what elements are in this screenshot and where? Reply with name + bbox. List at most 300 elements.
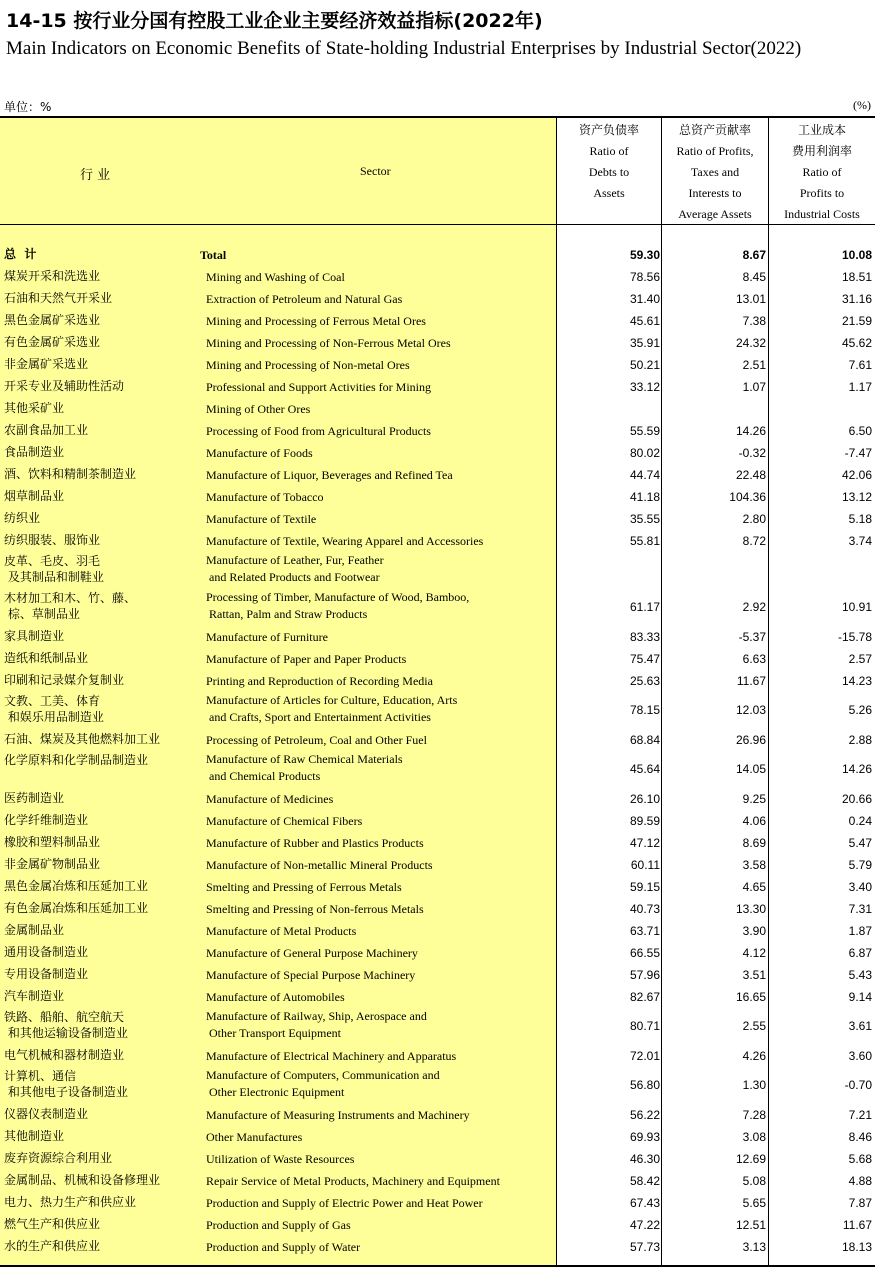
industry-cn-line: 纺织服装、服饰业: [4, 533, 101, 547]
industry-cn: [4, 693, 104, 725]
header-sector: Sector: [360, 164, 391, 178]
table-row: [0, 353, 875, 375]
assets-contribution-value: 3.13: [742, 1240, 766, 1254]
table-row: [0, 669, 875, 691]
industry-cn-line: 烟草制品业: [4, 489, 65, 503]
assets-contribution-value: 12.69: [735, 1152, 766, 1166]
header-divider: [661, 118, 662, 224]
industry-cn: [4, 967, 88, 981]
table-row: [0, 691, 875, 728]
table-row: [0, 463, 875, 485]
unit-label: 单位：%: [4, 100, 52, 114]
industry-cn: [4, 1217, 100, 1231]
assets-contribution-value: 8.67: [742, 248, 766, 262]
cost-profit-value: 11.67: [842, 1218, 872, 1232]
sector-en-line: Production and Supply of Electric Power and Heat Power: [206, 1196, 483, 1210]
industry-cn: [4, 923, 64, 937]
table-row: [0, 507, 875, 529]
assets-contribution-value: 14.05: [735, 762, 766, 776]
industry-cn-line: 燃气生产和供应业: [4, 1217, 101, 1231]
table-row: [0, 919, 875, 941]
table-row: [0, 588, 875, 625]
industry-cn: [4, 673, 124, 687]
sector-en-line: Manufacture of Rubber and Plastics Products: [206, 836, 424, 850]
table-row: [0, 1044, 875, 1066]
industry-cn: [4, 511, 40, 525]
sector-en-line: and Chemical Products: [206, 769, 321, 783]
sector-en: [206, 379, 431, 396]
industry-cn: [4, 335, 100, 349]
sector-en: [206, 813, 362, 830]
sector-en: [206, 401, 310, 418]
debt-ratio-value: 83.33: [629, 630, 660, 644]
cost-profit-value: 4.88: [848, 1174, 872, 1188]
sector-en-line: Rattan, Palm and Straw Products: [206, 607, 368, 621]
sector-en-line: Manufacture of Tobacco: [206, 490, 324, 504]
assets-contribution-value: 22.48: [735, 468, 766, 482]
debt-ratio-value: 55.59: [629, 424, 660, 438]
table-bottom-rule: [0, 1265, 875, 1267]
assets-contribution-value: 2.55: [742, 1019, 766, 1033]
debt-ratio-value: 82.67: [629, 990, 660, 1004]
debt-ratio-value: 75.47: [629, 652, 660, 666]
sector-en-line: Total: [200, 248, 227, 262]
table-row: [0, 331, 875, 353]
industry-cn: [4, 629, 64, 643]
assets-contribution-value: 4.65: [742, 880, 766, 894]
sector-en-line: Manufacture of Foods: [206, 446, 313, 460]
debt-ratio-value: 63.71: [629, 924, 660, 938]
header-line: Profits to: [799, 186, 845, 200]
industry-cn-line: 电力、热力生产和供应业: [4, 1195, 137, 1209]
sector-en-line: Other Manufactures: [206, 1130, 303, 1144]
industry-cn-line: 开采专业及辅助性活动: [4, 379, 125, 393]
sector-en-line: Other Transport Equipment: [206, 1026, 341, 1040]
table-row: [0, 1007, 875, 1044]
sector-en: [206, 1239, 360, 1256]
sector-en: [206, 967, 415, 984]
cost-profit-value: -0.70: [844, 1078, 872, 1092]
table-row: [0, 1066, 875, 1103]
debt-ratio-value: 35.91: [629, 336, 660, 350]
sector-en-line: Manufacture of Computers, Communication and: [206, 1068, 440, 1082]
sector-en-line: and Related Products and Footwear: [206, 570, 380, 584]
industry-cn: [4, 732, 160, 746]
cost-profit-value: 20.66: [841, 792, 872, 806]
debt-ratio-value: 25.63: [629, 674, 660, 688]
industry-cn-line: 医药制造业: [4, 791, 65, 805]
header-line: Interests to: [688, 186, 742, 200]
assets-contribution-value: 1.07: [742, 380, 766, 394]
industry-cn: [4, 269, 100, 283]
table-row: [0, 1169, 875, 1191]
assets-contribution-value: -5.37: [738, 630, 766, 644]
sector-en: [206, 1107, 470, 1124]
cost-profit-value: -15.78: [837, 630, 872, 644]
table-row: [0, 1125, 875, 1147]
sector-en-line: Utilization of Waste Resources: [206, 1152, 355, 1166]
sector-en: [206, 1067, 440, 1101]
cost-profit-value: 18.51: [841, 270, 872, 284]
cost-profit-value: 5.18: [848, 512, 872, 526]
industry-cn: [4, 291, 112, 305]
industry-cn-line: 有色金属矿采选业: [4, 335, 101, 349]
cost-profit-value: 14.23: [841, 674, 872, 688]
table-row: [0, 419, 875, 441]
header-assets-contribution: [662, 118, 768, 224]
sector-en: [206, 1195, 483, 1212]
sector-en-line: Production and Supply of Water: [206, 1240, 361, 1254]
debt-ratio-value: 45.61: [629, 314, 660, 328]
industry-cn-line: 专用设备制造业: [4, 967, 89, 981]
cost-profit-value: 8.46: [848, 1130, 872, 1144]
sector-en: [206, 989, 345, 1006]
cost-profit-value: -7.47: [844, 446, 872, 460]
industry-cn: [4, 553, 104, 585]
sector-en-line: Other Electronic Equipment: [206, 1085, 345, 1099]
debt-ratio-value: 47.22: [629, 1218, 660, 1232]
table-row: [0, 551, 875, 588]
cost-profit-value: 45.62: [841, 336, 872, 350]
industry-cn-line: 文教、工美、体育: [4, 694, 101, 708]
industry-cn: [4, 1173, 160, 1187]
table-row: [0, 1103, 875, 1125]
industry-cn: [4, 357, 88, 371]
industry-cn: [4, 423, 88, 437]
sector-en-line: Extraction of Petroleum and Natural Gas: [206, 292, 403, 306]
industry-cn-line: 其他采矿业: [4, 401, 65, 415]
cost-profit-value: 5.79: [848, 858, 872, 872]
industry-cn-line: 和娱乐用品制造业: [4, 710, 104, 724]
industry-cn-line: 电气机械和器材制造业: [4, 1048, 125, 1062]
debt-ratio-value: 80.02: [629, 446, 660, 460]
assets-contribution-value: 16.65: [735, 990, 766, 1004]
industry-cn-line: 印刷和记录媒介复制业: [4, 673, 125, 687]
header-line: Ratio of: [589, 144, 629, 158]
sector-en-line: Manufacture of Measuring Instruments and Machinery: [206, 1108, 470, 1122]
sector-en-line: Manufacture of Liquor, Beverages and Refined Tea: [206, 468, 453, 482]
sector-en-line: Smelting and Pressing of Ferrous Metals: [206, 880, 402, 894]
industry-cn-line: 家具制造业: [4, 629, 65, 643]
header-line: 工业成本: [797, 123, 846, 137]
header-cost-profit: [769, 118, 875, 224]
sector-en: [206, 313, 426, 330]
sector-en: [206, 423, 431, 440]
assets-contribution-value: 2.92: [742, 600, 766, 614]
debt-ratio-value: 89.59: [629, 814, 660, 828]
sector-en-line: Manufacture of Chemical Fibers: [206, 814, 363, 828]
sector-en: [206, 901, 424, 918]
cost-profit-value: 10.91: [841, 600, 872, 614]
debt-ratio-value: 57.96: [629, 968, 660, 982]
industry-cn: [4, 651, 88, 665]
sector-en-line: Manufacture of Textile, Wearing Apparel and Accessories: [206, 534, 484, 548]
sector-en: [206, 489, 324, 506]
sector-en-line: Manufacture of Articles for Culture, Education, Arts: [206, 693, 458, 707]
industry-cn-line: 总 计: [4, 247, 37, 261]
sector-en: [206, 651, 406, 668]
sector-en-line: Processing of Timber, Manufacture of Wood, Bamboo,: [206, 590, 470, 604]
industry-cn-line: 铁路、船舶、航空航天: [4, 1010, 125, 1024]
table-row: [0, 265, 875, 287]
assets-contribution-value: 6.63: [742, 652, 766, 666]
cost-profit-value: 3.61: [848, 1019, 872, 1033]
industry-cn-line: 金属制品业: [4, 923, 65, 937]
cost-profit-value: 7.87: [848, 1196, 872, 1210]
debt-ratio-value: 72.01: [629, 1049, 660, 1063]
table-row: [0, 287, 875, 309]
sector-en-line: Smelting and Pressing of Non-ferrous Metals: [206, 902, 424, 916]
assets-contribution-value: 26.96: [735, 733, 766, 747]
industry-cn: [4, 857, 100, 871]
sector-en-line: Manufacture of Special Purpose Machinery: [206, 968, 416, 982]
industry-cn-line: 通用设备制造业: [4, 945, 89, 959]
cost-profit-value: 0.24: [848, 814, 872, 828]
sector-en: [206, 1008, 427, 1042]
table-row: [0, 485, 875, 507]
sector-en: [206, 857, 433, 874]
debt-ratio-value: 46.30: [629, 1152, 660, 1166]
industry-cn-line: 皮革、毛皮、羽毛: [4, 554, 101, 568]
sector-en-line: Manufacture of Medicines: [206, 792, 334, 806]
industry-cn: [4, 945, 88, 959]
table-row: [0, 397, 875, 419]
sector-en: [206, 552, 384, 586]
industry-cn-line: 其他制造业: [4, 1129, 65, 1143]
debt-ratio-value: 78.56: [629, 270, 660, 284]
header-divider: [556, 118, 557, 224]
cost-profit-value: 6.87: [848, 946, 872, 960]
sector-en: [206, 335, 451, 352]
assets-contribution-value: 4.26: [742, 1049, 766, 1063]
industry-cn: [4, 901, 148, 915]
sector-en: [206, 673, 433, 690]
table-row: [0, 750, 875, 787]
assets-contribution-value: 7.38: [742, 314, 766, 328]
table-row: [0, 625, 875, 647]
sector-en-line: Repair Service of Metal Products, Machinery and Equipment: [206, 1174, 500, 1188]
sector-en: [206, 1048, 456, 1065]
debt-ratio-value: 69.93: [629, 1130, 660, 1144]
industry-cn: [4, 1107, 88, 1121]
cost-profit-value: 1.17: [848, 380, 872, 394]
page-title-en: Main Indicators on Economic Benefits of State-holding Industrial Enterprises by Industrial Sector(2022): [6, 38, 802, 59]
assets-contribution-value: 14.26: [735, 424, 766, 438]
sector-en-line: Production and Supply of Gas: [206, 1218, 351, 1232]
assets-contribution-value: 11.67: [736, 674, 766, 688]
industry-cn: [4, 791, 64, 805]
sector-en: [206, 692, 457, 726]
assets-contribution-value: 1.30: [742, 1078, 766, 1092]
table-row: [0, 831, 875, 853]
industry-cn: [4, 379, 124, 393]
sector-en: [206, 589, 469, 623]
unit-label-en: (%): [853, 98, 871, 112]
industry-cn: [4, 879, 148, 893]
assets-contribution-value: 13.30: [735, 902, 766, 916]
sector-en: [206, 791, 333, 808]
industry-cn-line: 橡胶和塑料制品业: [4, 835, 101, 849]
debt-ratio-value: 33.12: [629, 380, 660, 394]
industry-cn-line: 黑色金属矿采选业: [4, 313, 101, 327]
cost-profit-value: 10.08: [841, 248, 872, 262]
industry-cn: [4, 1239, 100, 1253]
table-row: [0, 529, 875, 551]
industry-cn-line: 黑色金属冶炼和压延加工业: [4, 879, 149, 893]
assets-contribution-value: 3.51: [742, 968, 766, 982]
table-row: [0, 1147, 875, 1169]
cost-profit-value: 7.31: [848, 902, 872, 916]
header-divider: [768, 118, 769, 224]
industry-cn-line: 石油和天然气开采业: [4, 291, 113, 305]
industry-cn-line: 棕、草制品业: [4, 607, 80, 621]
industry-cn-line: 仪器仪表制造业: [4, 1107, 89, 1121]
industry-cn: [4, 533, 100, 547]
industry-cn: [4, 445, 64, 459]
debt-ratio-value: 80.71: [629, 1019, 660, 1033]
debt-ratio-value: 56.22: [629, 1108, 660, 1122]
sector-en: [206, 467, 453, 484]
sector-en: [206, 732, 427, 749]
header-line: 资产负债率: [578, 123, 639, 137]
assets-contribution-value: 2.80: [742, 512, 766, 526]
table-row: [0, 728, 875, 750]
assets-contribution-value: 7.28: [742, 1108, 766, 1122]
assets-contribution-value: 8.72: [742, 534, 766, 548]
assets-contribution-value: 9.25: [742, 792, 766, 806]
debt-ratio-value: 50.21: [629, 358, 660, 372]
table-row: [0, 647, 875, 669]
industry-cn: [4, 1151, 112, 1165]
sector-en: [206, 879, 402, 896]
industry-cn: [4, 1048, 124, 1062]
assets-contribution-value: 104.36: [729, 490, 766, 504]
assets-contribution-value: 8.45: [742, 270, 766, 284]
industry-cn: [4, 590, 136, 622]
debt-ratio-value: 47.12: [629, 836, 660, 850]
cost-profit-value: 3.74: [848, 534, 872, 548]
sector-en-line: Manufacture of Automobiles: [206, 990, 345, 1004]
table-row: [0, 853, 875, 875]
sector-en: [200, 247, 226, 264]
debt-ratio-value: 44.74: [629, 468, 660, 482]
cost-profit-value: 13.12: [841, 490, 872, 504]
sector-en: [206, 835, 424, 852]
industry-cn-line: 汽车制造业: [4, 989, 65, 1003]
sector-en: [206, 291, 402, 308]
debt-ratio-value: 59.30: [629, 248, 660, 262]
column-divider: [661, 225, 662, 1265]
cost-profit-value: 42.06: [841, 468, 872, 482]
column-divider: [768, 225, 769, 1265]
cost-profit-value: 6.50: [848, 424, 872, 438]
debt-ratio-value: 66.55: [629, 946, 660, 960]
debt-ratio-value: 61.17: [629, 600, 660, 614]
table-row: [0, 309, 875, 331]
industry-cn-line: 及其制品和制鞋业: [4, 570, 104, 584]
table-row: [0, 787, 875, 809]
header-line: Debts to: [588, 165, 630, 179]
cost-profit-value: 18.13: [841, 1240, 872, 1254]
header-line: Average Assets: [678, 207, 752, 221]
assets-contribution-value: 24.32: [735, 336, 766, 350]
sector-en: [206, 629, 328, 646]
cost-profit-value: 3.40: [848, 880, 872, 894]
assets-contribution-value: 2.51: [742, 358, 766, 372]
sector-en-line: Manufacture of Textile: [206, 512, 317, 526]
table-body: [0, 225, 875, 1265]
debt-ratio-value: 67.43: [629, 1196, 660, 1210]
debt-ratio-value: 59.15: [629, 880, 660, 894]
industry-cn-line: 和其他电子设备制造业: [4, 1085, 128, 1099]
table-row: [0, 875, 875, 897]
sector-en-line: Mining and Washing of Coal: [206, 270, 345, 284]
industry-cn-line: 化学纤维制造业: [4, 813, 89, 827]
cost-profit-value: 2.57: [848, 652, 872, 666]
cost-profit-value: 3.60: [848, 1049, 872, 1063]
industry-cn: [4, 313, 100, 327]
debt-ratio-value: 40.73: [629, 902, 660, 916]
cost-profit-value: 9.14: [848, 990, 872, 1004]
sector-en-line: Manufacture of Non-metallic Mineral Products: [206, 858, 433, 872]
assets-contribution-value: 8.69: [742, 836, 766, 850]
debt-ratio-value: 55.81: [629, 534, 660, 548]
industry-cn-line: 和其他运输设备制造业: [4, 1026, 128, 1040]
sector-en: [206, 1151, 354, 1168]
industry-cn: [4, 752, 148, 768]
assets-contribution-value: 4.12: [742, 946, 766, 960]
sector-en-line: Manufacture of Leather, Fur, Feather: [206, 553, 384, 567]
sector-en: [206, 269, 345, 286]
sector-en: [206, 1173, 500, 1190]
industry-cn-line: 化学原料和化学制品制造业: [4, 753, 149, 767]
sector-en-line: Manufacture of Electrical Machinery and Apparatus: [206, 1049, 457, 1063]
table-row: [0, 1191, 875, 1213]
industry-cn-line: 煤炭开采和洗选业: [4, 269, 101, 283]
industry-cn-line: 石油、煤炭及其他燃料加工业: [4, 732, 161, 746]
industry-cn-line: 造纸和纸制品业: [4, 651, 89, 665]
sector-en-line: Manufacture of Railway, Ship, Aerospace and: [206, 1009, 427, 1023]
table-row: [0, 375, 875, 397]
industry-cn-line: 有色金属冶炼和压延加工业: [4, 901, 149, 915]
assets-contribution-value: 5.65: [742, 1196, 766, 1210]
industry-cn: [4, 835, 100, 849]
cost-profit-value: 2.88: [848, 733, 872, 747]
sector-en: [206, 923, 356, 940]
industry-cn: [4, 1068, 128, 1100]
sector-en-line: Processing of Food from Agricultural Products: [206, 424, 431, 438]
table-row: [0, 441, 875, 463]
industry-cn-line: 农副食品加工业: [4, 423, 89, 437]
sector-en-line: Mining and Processing of Non-Ferrous Metal Ores: [206, 336, 451, 350]
cost-profit-value: 1.87: [848, 924, 872, 938]
debt-ratio-value: 58.42: [629, 1174, 660, 1188]
indicators-table: [0, 116, 875, 1265]
debt-ratio-value: 57.73: [629, 1240, 660, 1254]
assets-contribution-value: 5.08: [742, 1174, 766, 1188]
debt-ratio-value: 60.11: [630, 858, 660, 872]
sector-en-line: Manufacture of General Purpose Machinery: [206, 946, 418, 960]
assets-contribution-value: 12.03: [735, 703, 766, 717]
table-row: [0, 1213, 875, 1235]
cost-profit-value: 5.43: [848, 968, 872, 982]
header-line: Taxes and: [690, 165, 740, 179]
sector-en: [206, 1129, 302, 1146]
assets-contribution-value: 12.51: [735, 1218, 766, 1232]
header-line: Ratio of: [802, 165, 842, 179]
cost-profit-value: 5.47: [848, 836, 872, 850]
cost-profit-value: 5.26: [848, 703, 872, 717]
